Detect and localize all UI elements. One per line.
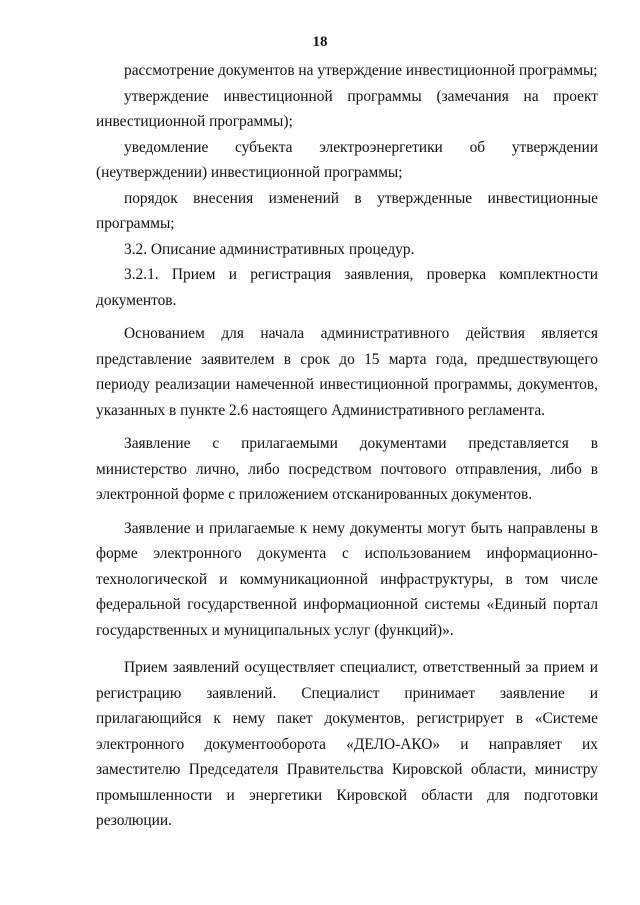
paragraph-change-procedure: порядок внесения изменений в утвержденные инвестиционные программы; (96, 189, 598, 232)
paragraph-submission-methods: Заявление с прилагаемыми документами представляется в министерство лично, либо посредством почтового отправления, либо в электронной форме с приложением отсканированных документов. (96, 435, 598, 503)
paragraph-grounds: Основанием для начала административного действия является представление заявителем в срок до 15 марта года, предшествующего периоду реализации намеченной инвестиционной программы, документов, указанных в пункте 2.6 настоящего Административного регламента. (96, 325, 598, 419)
paragraph-registration: Прием заявлений осуществляет специалист, ответственный за прием и регистрацию заявлений. Специалист принимает заявление и прилагающийся к нему пакет документов, регистрирует в «Системе электронного документооборота «ДЕЛО-АКО» и направляет их заместителю Председателя Правительства Кировской области, министру промышленности и энергетики Кировской области для подготовки резолюции. (96, 659, 598, 829)
section-heading-3-2-1: 3.2.1. Прием и регистрация заявления, проверка комплектности документов. (96, 266, 598, 309)
document-body (96, 58, 598, 834)
paragraph-review-documents: рассмотрение документов на утверждение инвестиционной программы; (124, 62, 598, 79)
paragraph-electronic-form: Заявление и прилагаемые к нему документы могут быть направлены в форме электронного документа с использованием информационно-технологической и коммуникационной инфраструктуры, в том числе федеральной государственной информационной системы «Единый портал государственных и муниципальных услуг (функций)». (96, 519, 598, 639)
section-heading-3-2: 3.2. Описание административных процедур. (124, 240, 415, 258)
page-number: 18 (312, 34, 328, 50)
paragraph-approval-program: утверждение инвестиционной программы (замечания на проект инвестиционной программы); (96, 87, 598, 130)
paragraph-notification: уведомление субъекта электроэнергетики об утверждении (неутверждении) инвестиционной программы; (96, 138, 598, 181)
